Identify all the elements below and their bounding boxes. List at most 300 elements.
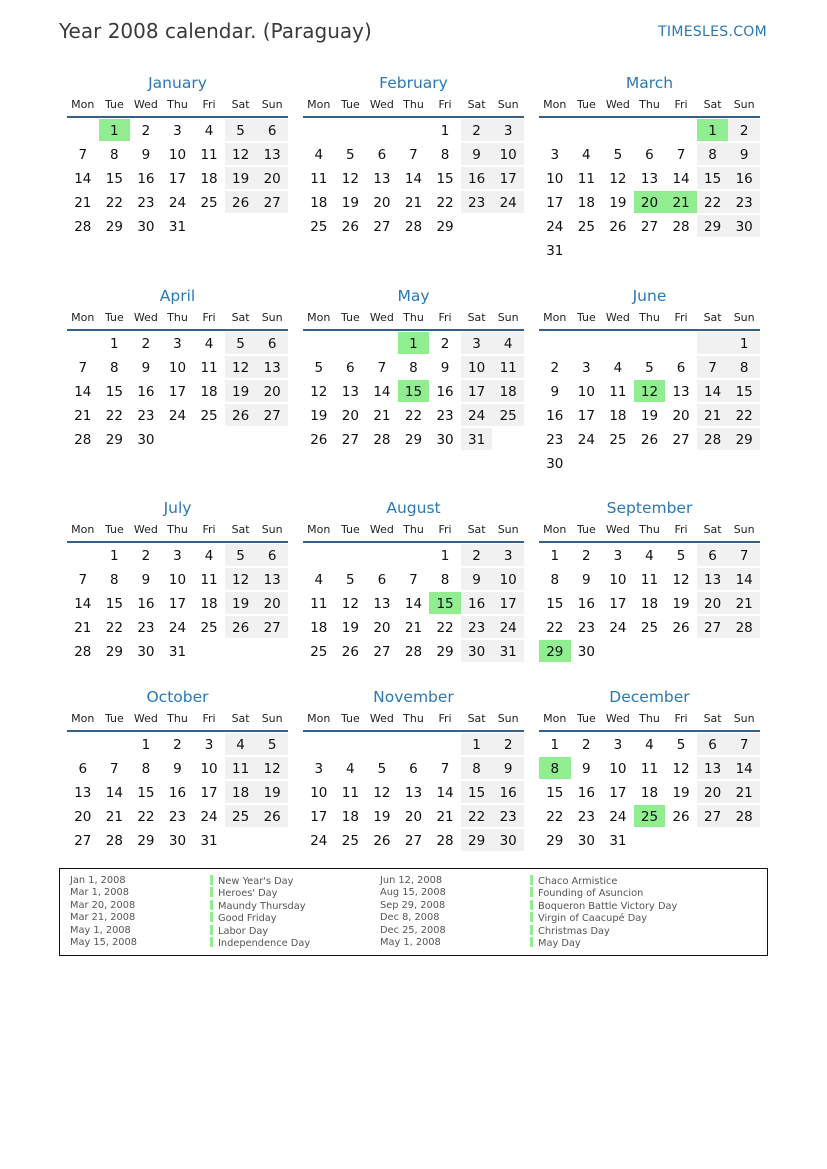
day-cell[interactable]: 10 <box>162 142 194 166</box>
day-cell[interactable]: 27 <box>366 214 398 238</box>
day-cell[interactable]: 18 <box>634 591 666 615</box>
day-cell[interactable]: 6 <box>366 142 398 166</box>
day-cell[interactable]: 10 <box>602 567 634 591</box>
day-cell[interactable]: 25 <box>193 190 225 214</box>
day-cell[interactable]: 18 <box>602 403 634 427</box>
day-cell[interactable]: 25 <box>303 639 335 663</box>
day-cell[interactable]: 26 <box>335 639 367 663</box>
day-cell[interactable]: 4 <box>634 732 666 756</box>
day-cell[interactable]: 13 <box>634 166 666 190</box>
day-cell[interactable]: 18 <box>492 379 524 403</box>
day-cell[interactable]: 19 <box>335 190 367 214</box>
day-cell[interactable]: 27 <box>665 427 697 451</box>
day-cell[interactable]: 7 <box>398 567 430 591</box>
day-cell[interactable]: 22 <box>461 804 493 828</box>
day-cell[interactable]: 28 <box>366 427 398 451</box>
day-cell[interactable]: 20 <box>398 804 430 828</box>
day-cell[interactable]: 25 <box>602 427 634 451</box>
day-cell[interactable]: 17 <box>602 591 634 615</box>
day-cell[interactable]: 2 <box>130 543 162 567</box>
day-cell[interactable]: 6 <box>256 543 288 567</box>
day-cell[interactable]: 29 <box>539 828 571 852</box>
day-cell[interactable]: 19 <box>602 190 634 214</box>
day-cell[interactable]: 10 <box>461 355 493 379</box>
day-cell[interactable]: 4 <box>634 543 666 567</box>
day-cell[interactable]: 29 <box>461 828 493 852</box>
day-cell[interactable]: 23 <box>728 190 760 214</box>
day-cell[interactable]: 29 <box>99 639 131 663</box>
day-cell[interactable]: 4 <box>303 142 335 166</box>
day-cell[interactable]: 12 <box>225 355 257 379</box>
day-cell[interactable]: 7 <box>728 543 760 567</box>
day-cell[interactable]: 13 <box>697 567 729 591</box>
day-cell[interactable]: 29 <box>539 639 571 663</box>
day-cell[interactable]: 8 <box>429 142 461 166</box>
day-cell[interactable]: 13 <box>366 591 398 615</box>
day-cell[interactable]: 25 <box>303 214 335 238</box>
day-cell[interactable]: 16 <box>429 379 461 403</box>
day-cell[interactable]: 10 <box>571 379 603 403</box>
day-cell[interactable]: 7 <box>665 142 697 166</box>
day-cell[interactable]: 30 <box>461 639 493 663</box>
day-cell[interactable]: 13 <box>256 567 288 591</box>
day-cell[interactable]: 26 <box>256 804 288 828</box>
day-cell[interactable]: 6 <box>67 756 99 780</box>
day-cell[interactable]: 2 <box>461 118 493 142</box>
day-cell[interactable]: 12 <box>665 756 697 780</box>
day-cell[interactable]: 26 <box>225 403 257 427</box>
day-cell[interactable]: 28 <box>398 639 430 663</box>
day-cell[interactable]: 5 <box>366 756 398 780</box>
day-cell[interactable]: 6 <box>398 756 430 780</box>
day-cell[interactable]: 5 <box>665 732 697 756</box>
day-cell[interactable]: 31 <box>602 828 634 852</box>
day-cell[interactable]: 20 <box>665 403 697 427</box>
day-cell[interactable]: 27 <box>697 804 729 828</box>
day-cell[interactable]: 23 <box>130 190 162 214</box>
day-cell[interactable]: 26 <box>634 427 666 451</box>
day-cell[interactable]: 2 <box>728 118 760 142</box>
day-cell[interactable]: 6 <box>366 567 398 591</box>
day-cell[interactable]: 23 <box>162 804 194 828</box>
day-cell[interactable]: 15 <box>130 780 162 804</box>
day-cell[interactable]: 1 <box>728 331 760 355</box>
day-cell[interactable]: 26 <box>366 828 398 852</box>
day-cell[interactable]: 14 <box>67 166 99 190</box>
day-cell[interactable]: 11 <box>571 166 603 190</box>
day-cell[interactable]: 15 <box>697 166 729 190</box>
day-cell[interactable]: 8 <box>99 142 131 166</box>
day-cell[interactable]: 10 <box>303 780 335 804</box>
day-cell[interactable]: 12 <box>225 142 257 166</box>
day-cell[interactable]: 9 <box>461 142 493 166</box>
day-cell[interactable]: 23 <box>461 190 493 214</box>
day-cell[interactable]: 18 <box>303 190 335 214</box>
day-cell[interactable]: 1 <box>429 118 461 142</box>
day-cell[interactable]: 20 <box>697 780 729 804</box>
day-cell[interactable]: 10 <box>492 567 524 591</box>
day-cell[interactable]: 16 <box>461 166 493 190</box>
day-cell[interactable]: 28 <box>728 804 760 828</box>
day-cell[interactable]: 2 <box>492 732 524 756</box>
day-cell[interactable]: 21 <box>99 804 131 828</box>
day-cell[interactable]: 3 <box>602 543 634 567</box>
day-cell[interactable]: 25 <box>571 214 603 238</box>
day-cell[interactable]: 9 <box>571 567 603 591</box>
day-cell[interactable]: 9 <box>130 355 162 379</box>
day-cell[interactable]: 2 <box>429 331 461 355</box>
day-cell[interactable]: 13 <box>256 355 288 379</box>
day-cell[interactable]: 4 <box>225 732 257 756</box>
day-cell[interactable]: 19 <box>303 403 335 427</box>
day-cell[interactable]: 14 <box>67 379 99 403</box>
day-cell[interactable]: 1 <box>539 732 571 756</box>
day-cell[interactable]: 13 <box>335 379 367 403</box>
day-cell[interactable]: 27 <box>366 639 398 663</box>
day-cell[interactable]: 11 <box>335 780 367 804</box>
day-cell[interactable]: 12 <box>634 379 666 403</box>
day-cell[interactable]: 16 <box>728 166 760 190</box>
day-cell[interactable]: 2 <box>162 732 194 756</box>
day-cell[interactable]: 8 <box>697 142 729 166</box>
day-cell[interactable]: 30 <box>162 828 194 852</box>
day-cell[interactable]: 21 <box>67 615 99 639</box>
day-cell[interactable]: 25 <box>335 828 367 852</box>
day-cell[interactable]: 10 <box>602 756 634 780</box>
day-cell[interactable]: 17 <box>492 591 524 615</box>
day-cell[interactable]: 9 <box>429 355 461 379</box>
day-cell[interactable]: 8 <box>728 355 760 379</box>
day-cell[interactable]: 20 <box>67 804 99 828</box>
day-cell[interactable]: 9 <box>571 756 603 780</box>
day-cell[interactable]: 13 <box>366 166 398 190</box>
day-cell[interactable]: 15 <box>429 166 461 190</box>
day-cell[interactable]: 11 <box>225 756 257 780</box>
day-cell[interactable]: 30 <box>130 214 162 238</box>
day-cell[interactable]: 17 <box>571 403 603 427</box>
day-cell[interactable]: 23 <box>571 804 603 828</box>
day-cell[interactable]: 31 <box>162 214 194 238</box>
day-cell[interactable]: 22 <box>539 615 571 639</box>
day-cell[interactable]: 21 <box>366 403 398 427</box>
day-cell[interactable]: 17 <box>162 591 194 615</box>
day-cell[interactable]: 25 <box>634 804 666 828</box>
day-cell[interactable]: 14 <box>398 591 430 615</box>
day-cell[interactable]: 29 <box>130 828 162 852</box>
day-cell[interactable]: 8 <box>461 756 493 780</box>
day-cell[interactable]: 17 <box>303 804 335 828</box>
day-cell[interactable]: 19 <box>634 403 666 427</box>
day-cell[interactable]: 24 <box>461 403 493 427</box>
day-cell[interactable]: 14 <box>67 591 99 615</box>
day-cell[interactable]: 14 <box>728 567 760 591</box>
day-cell[interactable]: 27 <box>335 427 367 451</box>
day-cell[interactable]: 12 <box>303 379 335 403</box>
day-cell[interactable]: 11 <box>193 355 225 379</box>
day-cell[interactable]: 22 <box>697 190 729 214</box>
day-cell[interactable]: 17 <box>193 780 225 804</box>
day-cell[interactable]: 30 <box>429 427 461 451</box>
day-cell[interactable]: 25 <box>492 403 524 427</box>
day-cell[interactable]: 10 <box>162 567 194 591</box>
day-cell[interactable]: 7 <box>366 355 398 379</box>
day-cell[interactable]: 28 <box>67 427 99 451</box>
day-cell[interactable]: 10 <box>492 142 524 166</box>
day-cell[interactable]: 20 <box>256 379 288 403</box>
day-cell[interactable]: 27 <box>697 615 729 639</box>
day-cell[interactable]: 20 <box>366 190 398 214</box>
day-cell[interactable]: 18 <box>193 166 225 190</box>
day-cell[interactable]: 7 <box>697 355 729 379</box>
day-cell[interactable]: 27 <box>398 828 430 852</box>
day-cell[interactable]: 23 <box>130 615 162 639</box>
day-cell[interactable]: 24 <box>193 804 225 828</box>
day-cell[interactable]: 30 <box>130 639 162 663</box>
day-cell[interactable]: 25 <box>634 615 666 639</box>
day-cell[interactable]: 28 <box>398 214 430 238</box>
day-cell[interactable]: 26 <box>303 427 335 451</box>
day-cell[interactable]: 3 <box>492 118 524 142</box>
day-cell[interactable]: 19 <box>366 804 398 828</box>
day-cell[interactable]: 19 <box>225 379 257 403</box>
day-cell[interactable]: 12 <box>225 567 257 591</box>
day-cell[interactable]: 28 <box>697 427 729 451</box>
day-cell[interactable]: 19 <box>665 591 697 615</box>
day-cell[interactable]: 8 <box>99 355 131 379</box>
day-cell[interactable]: 26 <box>665 804 697 828</box>
day-cell[interactable]: 30 <box>492 828 524 852</box>
day-cell[interactable]: 22 <box>429 615 461 639</box>
day-cell[interactable]: 14 <box>366 379 398 403</box>
day-cell[interactable]: 27 <box>256 190 288 214</box>
day-cell[interactable]: 30 <box>571 828 603 852</box>
day-cell[interactable]: 11 <box>634 756 666 780</box>
day-cell[interactable]: 7 <box>398 142 430 166</box>
day-cell[interactable]: 25 <box>225 804 257 828</box>
day-cell[interactable]: 21 <box>67 190 99 214</box>
day-cell[interactable]: 16 <box>571 780 603 804</box>
day-cell[interactable]: 31 <box>162 639 194 663</box>
day-cell[interactable]: 3 <box>602 732 634 756</box>
day-cell[interactable]: 4 <box>193 331 225 355</box>
day-cell[interactable]: 28 <box>99 828 131 852</box>
day-cell[interactable]: 24 <box>492 615 524 639</box>
day-cell[interactable]: 20 <box>256 166 288 190</box>
day-cell[interactable]: 9 <box>130 567 162 591</box>
day-cell[interactable]: 3 <box>162 331 194 355</box>
day-cell[interactable]: 16 <box>130 379 162 403</box>
day-cell[interactable]: 6 <box>335 355 367 379</box>
day-cell[interactable]: 7 <box>67 142 99 166</box>
day-cell[interactable]: 9 <box>461 567 493 591</box>
day-cell[interactable]: 2 <box>571 732 603 756</box>
day-cell[interactable]: 22 <box>728 403 760 427</box>
day-cell[interactable]: 21 <box>728 780 760 804</box>
day-cell[interactable]: 8 <box>398 355 430 379</box>
day-cell[interactable]: 19 <box>225 591 257 615</box>
day-cell[interactable]: 6 <box>697 732 729 756</box>
day-cell[interactable]: 21 <box>398 615 430 639</box>
day-cell[interactable]: 19 <box>665 780 697 804</box>
day-cell[interactable]: 24 <box>539 214 571 238</box>
day-cell[interactable]: 11 <box>303 166 335 190</box>
day-cell[interactable]: 9 <box>539 379 571 403</box>
day-cell[interactable]: 24 <box>492 190 524 214</box>
day-cell[interactable]: 30 <box>571 639 603 663</box>
day-cell[interactable]: 11 <box>634 567 666 591</box>
day-cell[interactable]: 24 <box>162 190 194 214</box>
day-cell[interactable]: 10 <box>162 355 194 379</box>
day-cell[interactable]: 17 <box>162 379 194 403</box>
day-cell[interactable]: 28 <box>429 828 461 852</box>
day-cell[interactable]: 29 <box>99 214 131 238</box>
day-cell[interactable]: 24 <box>162 403 194 427</box>
day-cell[interactable]: 17 <box>461 379 493 403</box>
day-cell[interactable]: 29 <box>99 427 131 451</box>
day-cell[interactable]: 29 <box>429 639 461 663</box>
day-cell[interactable]: 15 <box>99 379 131 403</box>
day-cell[interactable]: 1 <box>461 732 493 756</box>
day-cell[interactable]: 12 <box>366 780 398 804</box>
day-cell[interactable]: 23 <box>539 427 571 451</box>
day-cell[interactable]: 8 <box>539 756 571 780</box>
day-cell[interactable]: 11 <box>193 567 225 591</box>
day-cell[interactable]: 23 <box>571 615 603 639</box>
day-cell[interactable]: 24 <box>571 427 603 451</box>
day-cell[interactable]: 17 <box>492 166 524 190</box>
day-cell[interactable]: 3 <box>461 331 493 355</box>
day-cell[interactable]: 13 <box>398 780 430 804</box>
day-cell[interactable]: 2 <box>571 543 603 567</box>
day-cell[interactable]: 1 <box>697 118 729 142</box>
day-cell[interactable]: 7 <box>67 567 99 591</box>
day-cell[interactable]: 19 <box>256 780 288 804</box>
day-cell[interactable]: 10 <box>539 166 571 190</box>
day-cell[interactable]: 7 <box>67 355 99 379</box>
day-cell[interactable]: 8 <box>99 567 131 591</box>
day-cell[interactable]: 5 <box>335 567 367 591</box>
day-cell[interactable]: 16 <box>130 591 162 615</box>
day-cell[interactable]: 6 <box>256 118 288 142</box>
day-cell[interactable]: 21 <box>728 591 760 615</box>
day-cell[interactable]: 27 <box>256 615 288 639</box>
day-cell[interactable]: 1 <box>99 331 131 355</box>
day-cell[interactable]: 9 <box>130 142 162 166</box>
day-cell[interactable]: 22 <box>429 190 461 214</box>
day-cell[interactable]: 16 <box>162 780 194 804</box>
day-cell[interactable]: 5 <box>335 142 367 166</box>
day-cell[interactable]: 22 <box>130 804 162 828</box>
day-cell[interactable]: 2 <box>130 118 162 142</box>
day-cell[interactable]: 11 <box>303 591 335 615</box>
day-cell[interactable]: 3 <box>571 355 603 379</box>
day-cell[interactable]: 28 <box>665 214 697 238</box>
day-cell[interactable]: 24 <box>162 615 194 639</box>
day-cell[interactable]: 12 <box>256 756 288 780</box>
day-cell[interactable]: 17 <box>162 166 194 190</box>
day-cell[interactable]: 4 <box>571 142 603 166</box>
day-cell[interactable]: 3 <box>162 118 194 142</box>
day-cell[interactable]: 29 <box>429 214 461 238</box>
day-cell[interactable]: 24 <box>303 828 335 852</box>
day-cell[interactable]: 26 <box>665 615 697 639</box>
day-cell[interactable]: 31 <box>492 639 524 663</box>
day-cell[interactable]: 7 <box>728 732 760 756</box>
day-cell[interactable]: 8 <box>130 756 162 780</box>
day-cell[interactable]: 23 <box>130 403 162 427</box>
day-cell[interactable]: 5 <box>303 355 335 379</box>
day-cell[interactable]: 18 <box>193 591 225 615</box>
day-cell[interactable]: 28 <box>67 639 99 663</box>
day-cell[interactable]: 12 <box>602 166 634 190</box>
day-cell[interactable]: 5 <box>225 331 257 355</box>
day-cell[interactable]: 12 <box>335 166 367 190</box>
day-cell[interactable]: 20 <box>634 190 666 214</box>
day-cell[interactable]: 29 <box>728 427 760 451</box>
day-cell[interactable]: 14 <box>99 780 131 804</box>
day-cell[interactable]: 16 <box>130 166 162 190</box>
day-cell[interactable]: 30 <box>539 451 571 475</box>
day-cell[interactable]: 16 <box>539 403 571 427</box>
day-cell[interactable]: 7 <box>99 756 131 780</box>
day-cell[interactable]: 1 <box>130 732 162 756</box>
day-cell[interactable]: 13 <box>697 756 729 780</box>
day-cell[interactable]: 18 <box>335 804 367 828</box>
day-cell[interactable]: 5 <box>225 118 257 142</box>
day-cell[interactable]: 4 <box>303 567 335 591</box>
day-cell[interactable]: 20 <box>256 591 288 615</box>
day-cell[interactable]: 7 <box>429 756 461 780</box>
day-cell[interactable]: 22 <box>99 190 131 214</box>
day-cell[interactable]: 19 <box>225 166 257 190</box>
day-cell[interactable]: 14 <box>697 379 729 403</box>
day-cell[interactable]: 2 <box>461 543 493 567</box>
day-cell[interactable]: 1 <box>398 331 430 355</box>
day-cell[interactable]: 23 <box>429 403 461 427</box>
day-cell[interactable]: 15 <box>99 591 131 615</box>
day-cell[interactable]: 26 <box>225 615 257 639</box>
day-cell[interactable]: 1 <box>99 543 131 567</box>
day-cell[interactable]: 16 <box>492 780 524 804</box>
day-cell[interactable]: 9 <box>162 756 194 780</box>
day-cell[interactable]: 6 <box>697 543 729 567</box>
day-cell[interactable]: 25 <box>193 403 225 427</box>
day-cell[interactable]: 15 <box>539 780 571 804</box>
day-cell[interactable]: 31 <box>539 238 571 262</box>
day-cell[interactable]: 11 <box>602 379 634 403</box>
day-cell[interactable]: 30 <box>728 214 760 238</box>
day-cell[interactable]: 31 <box>461 427 493 451</box>
day-cell[interactable]: 28 <box>67 214 99 238</box>
day-cell[interactable]: 11 <box>492 355 524 379</box>
day-cell[interactable]: 17 <box>539 190 571 214</box>
day-cell[interactable]: 4 <box>193 118 225 142</box>
day-cell[interactable]: 15 <box>429 591 461 615</box>
day-cell[interactable]: 9 <box>728 142 760 166</box>
day-cell[interactable]: 11 <box>193 142 225 166</box>
day-cell[interactable]: 21 <box>67 403 99 427</box>
day-cell[interactable]: 20 <box>366 615 398 639</box>
day-cell[interactable]: 10 <box>193 756 225 780</box>
day-cell[interactable]: 5 <box>225 543 257 567</box>
day-cell[interactable]: 21 <box>697 403 729 427</box>
day-cell[interactable]: 20 <box>697 591 729 615</box>
day-cell[interactable]: 3 <box>162 543 194 567</box>
day-cell[interactable]: 12 <box>665 567 697 591</box>
day-cell[interactable]: 16 <box>461 591 493 615</box>
day-cell[interactable]: 14 <box>665 166 697 190</box>
day-cell[interactable]: 2 <box>539 355 571 379</box>
